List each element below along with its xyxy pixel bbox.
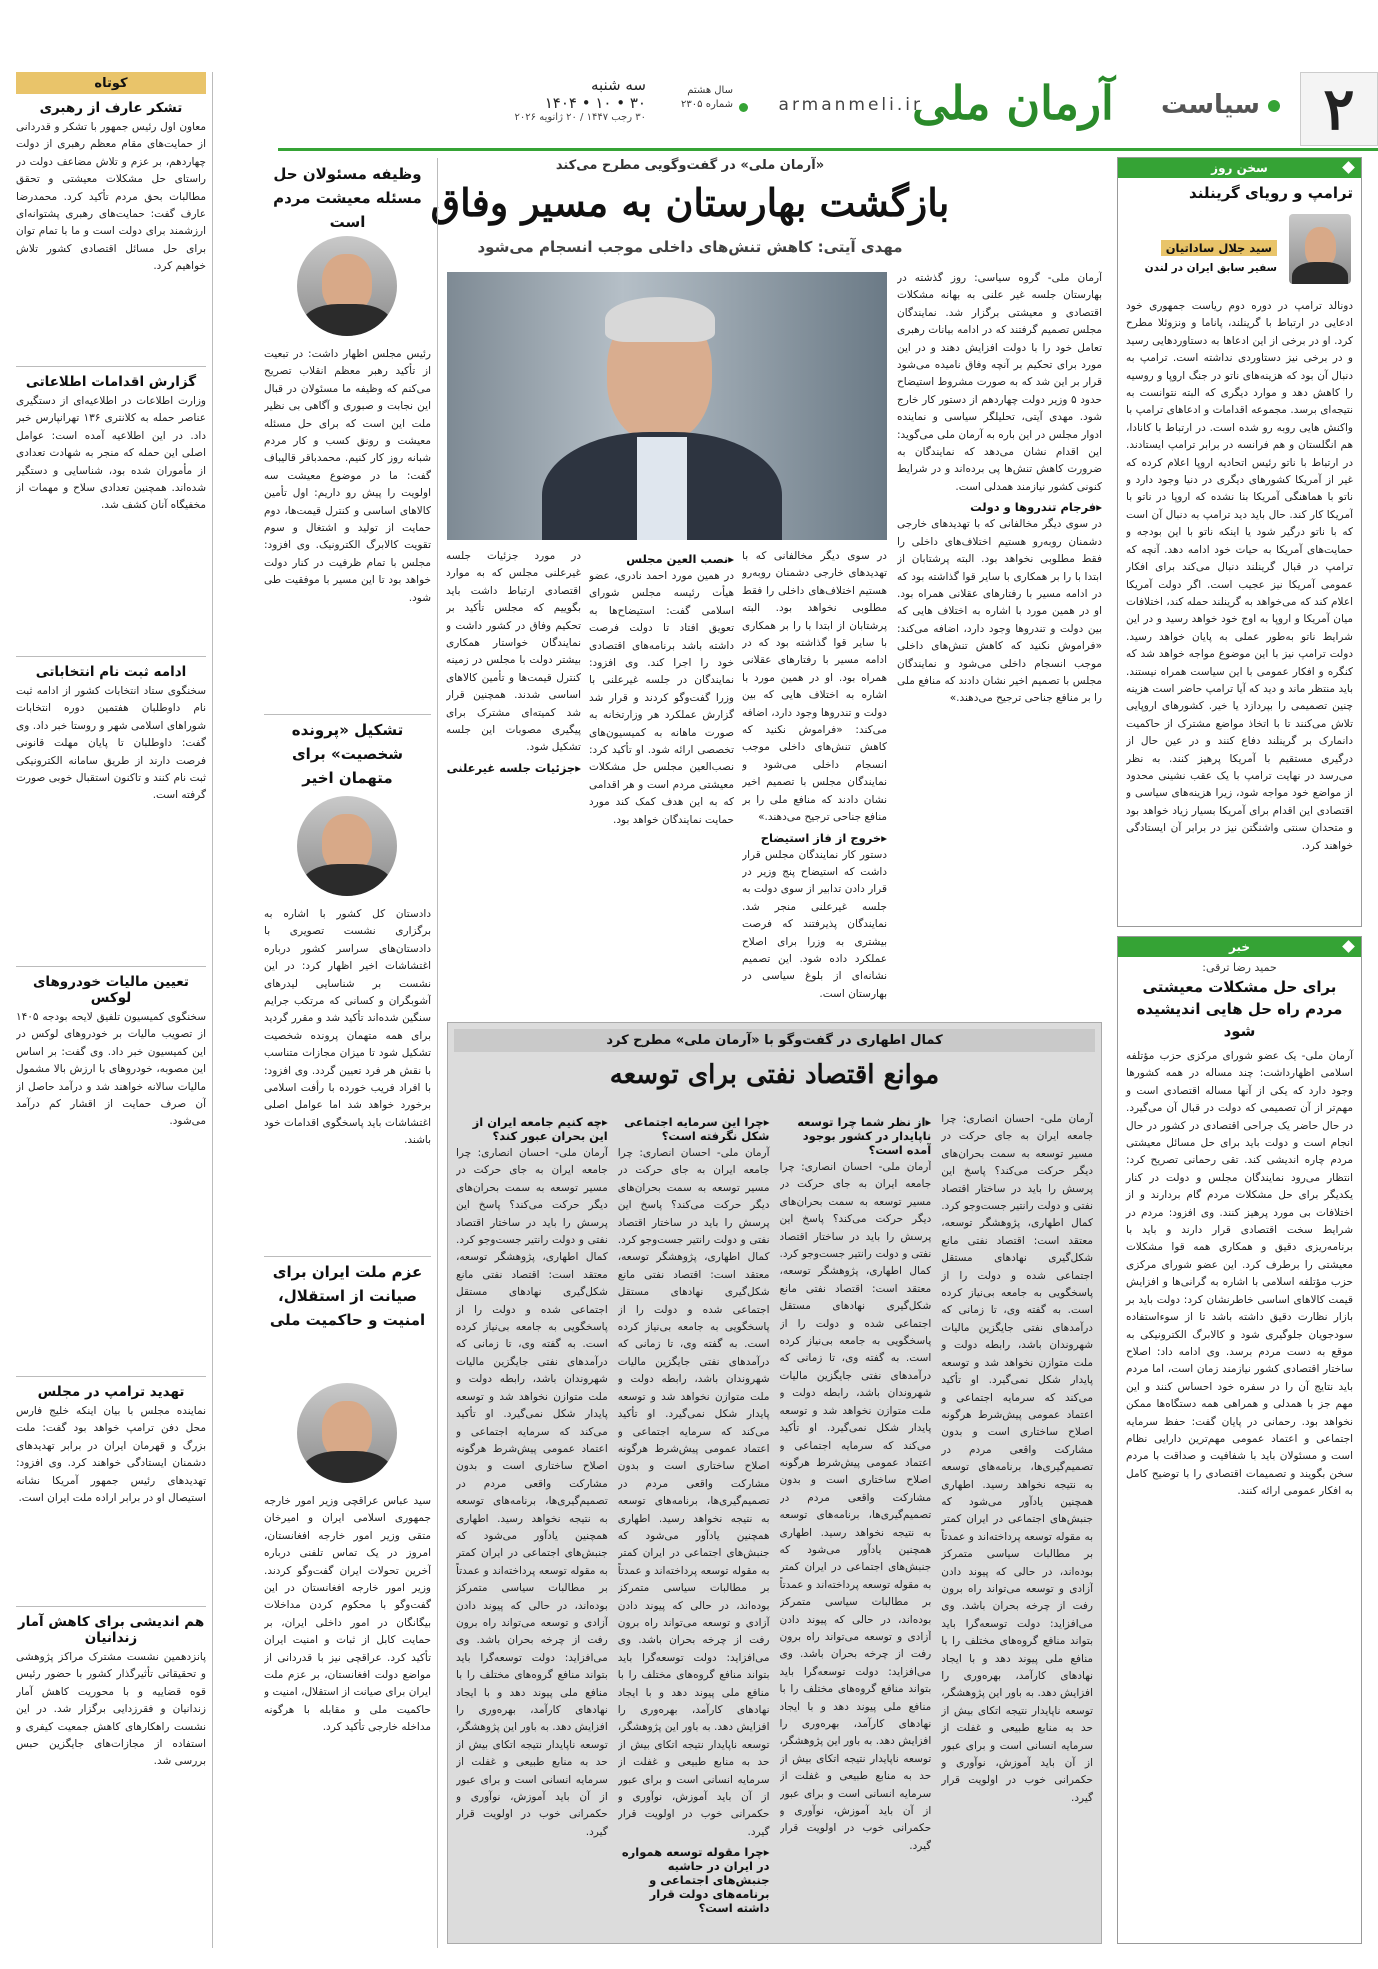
site-url-text: armanmeli.ir [778,95,923,115]
lead-col3-text: در همین مورد احمد نادری، عضو هیأت رئیسه مجلس شورای اسلامی گفت: استیضاح‌ها به تعویق افتاد تا دولت فرصت داشته باشد برنامه‌های اقتصادی خود را اجرا کند. وی افزود: نمایندگان در جلسه غیرعلنی با وزرا گفت‌وگو کردند و قرار شد گزارش عملکرد هر وزارتخانه به صورت ماهانه به کمیسیون‌های تخصصی ارائه شود. او تأکید کرد: نصب‌العین مجلس حل مشکلات معیشتی مردم است و هر اقدامی که به این هدف کمک کند مورد حمایت نمایندگان خواهد بود. [589,570,734,826]
lead-col2b: دستور کار نمایندگان مجلس قرار داشت که استیضاح پنج وزیر در قرار دادن تدابیر از سوی دولت به جلسه غیرعلنی منجر شد. نمایندگان پذیرفتند که فرصت بیشتری به وزرا برای اصلاح عملکرد داده شود. این تصمیم نشانه‌ای از بلوغ سیاسی در بهارستان است. [742,848,887,1000]
middle-left-column [258,158,438,1948]
interview-body-1: آرمان ملی- احسان انصاری: چرا جامعه ایران به جای حرکت در مسیر توسعه به سمت بحران‌های دیگر حرکت می‌کند؟ پاسخ این پرسش را باید در ساختار اقتصاد نفتی و دولت رانتیر جست‌وجو کرد. کمال اطهاری، پژوهشگر توسعه، معتقد است: اقتصاد نفتی مانع شکل‌گیری نهادهای مستقل اجتماعی شده و دولت را از پاسخگویی به جامعه بی‌نیاز کرده است. به گفته وی، تا زمانی که درآمدهای نفتی جایگزین مالیات شهروندان باشد، رابطه دولت و ملت متوازن نخواهد شد و توسعه پایدار شکل نمی‌گیرد. او تأکید می‌کند که سرمایه اجتماعی و اعتماد عمومی پیش‌شرط هرگونه اصلاح ساختاری است و بدون مشارکت واقعی مردم در تصمیم‌گیری‌ها، برنامه‌های توسعه به نتیجه نخواهد رسید. اطهاری همچنین یادآور می‌شود که جنبش‌های اجتماعی در ایران کمتر به مقوله توسعه پرداخته‌اند و عمدتاً بر مطالبات سیاسی متمرکز بوده‌اند، در حالی که پیوند دادن آزادی و توسعه می‌تواند راه برون رفت از چرخه بحران باشد. وی می‌افزاید: دولت توسعه‌گرا باید بتواند منافع گروه‌های مختلف را با منافع ملی پیوند دهد و با ایجاد نهادهای کارآمد، بهره‌وری را افزایش دهد. به باور این پژوهشگر، توسعه ناپایدار نتیجه اتکای بیش از حد به منابع طبیعی و غفلت از سرمایه انسانی است و برای عبور از آن باید آموزش، نوآوری و حکمرانی خوب در اولویت قرار گیرد. [941,1113,1093,1804]
interview-banner: کمال اطهاری در گفت‌وگو با «آرمان ملی» مطرح کرد [454,1029,1095,1052]
pourmohammadi-body: دادستان کل کشور با اشاره به برگزاری نشست تصویری با دادستان‌های سراسر کشور درباره اغتشاشات اخیر اظهار کرد: در این نشست بر شناسایی لیدرهای آشوبگران و کسانی که مرتکب جرایم سنگین شده‌اند تأکید شد و مقرر گردید برای همه متهمان پرونده شخصیت تشکیل شود تا میزان مجازات متناسب با نقش هر فرد تعیین گردد. وی افزود: با افراد فریب خورده با رأفت اسلامی برخورد خواهد شد اما عوامل اصلی اغتشاشات باید پاسخگوی اقدامات خود باشند. [264,908,431,1147]
year-label: سال هشتم [687,85,733,96]
sidebar-item [16,98,206,362]
sokhan-rooz-column [1117,157,1362,927]
lead-sub2: ▸ خروج از فاز استیضاح [742,831,887,845]
sidebar-item-title: ادامه ثبت نام انتخاباتی [35,664,187,680]
masthead-logo [903,72,1123,134]
sokhan-rooz-title: ترامپ و رویای گرینلند [1189,184,1353,202]
interview-title: موانع اقتصاد نفتی برای توسعه [609,1060,940,1090]
interview-body-3: آرمان ملی- احسان انصاری: چرا جامعه ایران به جای حرکت در مسیر توسعه به سمت بحران‌های دیگر حرکت می‌کند؟ پاسخ این پرسش را باید در ساختار اقتصاد نفتی و دولت رانتیر جست‌وجو کرد. کمال اطهاری، پژوهشگر توسعه، معتقد است: اقتصاد نفتی مانع شکل‌گیری نهادهای مستقل اجتماعی شده و دولت را از پاسخگویی به جامعه بی‌نیاز کرده است. به گفته وی، تا زمانی که درآمدهای نفتی جایگزین مالیات شهروندان باشد، رابطه دولت و ملت متوازن نخواهد شد و توسعه پایدار شکل نمی‌گیرد. او تأکید می‌کند که سرمایه اجتماعی و اعتماد عمومی پیش‌شرط هرگونه اصلاح ساختاری است و بدون مشارکت واقعی مردم در تصمیم‌گیری‌ها، برنامه‌های توسعه به نتیجه نخواهد رسید. اطهاری همچنین یادآور می‌شود که جنبش‌های اجتماعی در ایران کمتر به مقوله توسعه پرداخته‌اند و عمدتاً بر مطالبات سیاسی متمرکز بوده‌اند، در حالی که پیوند دادن آزادی و توسعه می‌تواند راه برون رفت از چرخه بحران باشد. وی می‌افزاید: دولت توسعه‌گرا باید بتواند منافع گروه‌های مختلف را با منافع ملی پیوند دهد و با ایجاد نهادهای کارآمد، بهره‌وری را افزایش دهد. به باور این پژوهشگر، توسعه ناپایدار نتیجه اتکای بیش از حد به منابع طبیعی و غفلت از سرمایه انسانی است و برای عبور از آن باید آموزش، نوآوری و حکمرانی خوب در اولویت قرار گیرد. [617,1147,770,1838]
sidebar-item-title: تعیین مالیات خودروهای لوکس [33,974,189,1006]
lead-kicker: «آرمان ملی» در گفت‌وگویی مطرح می‌کند [555,158,825,173]
sidebar-item-body: نماینده مجلس با بیان اینکه خلیج فارس محل دفن ترامپ خواهد بود گفت: ملت بزرگ و قهرمان ایران در برابر تهدیدهای دشمنان ایستادگی خواهند کرد. وی افزود: تهدیدهای رئیس جمهور آمریکا نشانه استیصال او در برابر اراده ملت ایران است. [16,1405,206,1505]
lead-sub4: ▸ جزئیات جلسه غیرعلنی [446,761,581,775]
sidebar-rule [212,72,213,1948]
interview-body-4: آرمان ملی- احسان انصاری: چرا جامعه ایران به جای حرکت در مسیر توسعه به سمت بحران‌های دیگر حرکت می‌کند؟ پاسخ این پرسش را باید در ساختار اقتصاد نفتی و دولت رانتیر جست‌وجو کرد. کمال اطهاری، پژوهشگر توسعه، معتقد است: اقتصاد نفتی مانع شکل‌گیری نهادهای مستقل اجتماعی شده و دولت را از پاسخگویی به جامعه بی‌نیاز کرده است. به گفته وی، تا زمانی که درآمدهای نفتی جایگزین مالیات شهروندان باشد، رابطه دولت و ملت متوازن نخواهد شد و توسعه پایدار شکل نمی‌گیرد. او تأکید می‌کند که سرمایه اجتماعی و اعتماد عمومی پیش‌شرط هرگونه اصلاح ساختاری است و بدون مشارکت واقعی مردم در تصمیم‌گیری‌ها، برنامه‌های توسعه به نتیجه نخواهد رسید. اطهاری همچنین یادآور می‌شود که جنبش‌های اجتماعی در ایران کمتر به مقوله توسعه پرداخته‌اند و عمدتاً بر مطالبات سیاسی متمرکز بوده‌اند، در حالی که پیوند دادن آزادی و توسعه می‌تواند راه برون رفت از چرخه بحران باشد. وی می‌افزاید: دولت توسعه‌گرا باید بتواند منافع گروه‌های مختلف را با منافع ملی پیوند دهد و با ایجاد نهادهای کارآمد، بهره‌وری را افزایش دهد. به باور این پژوهشگر، توسعه ناپایدار نتیجه اتکای بیش از حد به منابع طبیعی و غفلت از سرمایه انسانی است و برای عبور از آن باید آموزش، نوآوری و حکمرانی خوب در اولویت قرار گیرد. [456,1147,608,1838]
qalibaf-title: وظیفه مسئولان حل مسئله معیشت مردم است [273,165,422,231]
khabar-lead: حمید رضا ترقی: [1202,961,1277,974]
date-other: ۳۰ رجب ۱۴۴۷ / ۲۰ ژانویه ۲۰۲۶ [514,112,646,123]
interview-body-2: آرمان ملی- احسان انصاری: چرا جامعه ایران به جای حرکت در مسیر توسعه به سمت بحران‌های دیگر حرکت می‌کند؟ پاسخ این پرسش را باید در ساختار اقتصاد نفتی و دولت رانتیر جست‌وجو کرد. کمال اطهاری، پژوهشگر توسعه، معتقد است: اقتصاد نفتی مانع شکل‌گیری نهادهای مستقل اجتماعی شده و دولت را از پاسخگویی به جامعه بی‌نیاز کرده است. به گفته وی، تا زمانی که درآمدهای نفتی جایگزین مالیات شهروندان باشد، رابطه دولت و ملت متوازن نخواهد شد و توسعه پایدار شکل نمی‌گیرد. او تأکید می‌کند که سرمایه اجتماعی و اعتماد عمومی پیش‌شرط هرگونه اصلاح ساختاری است و بدون مشارکت واقعی مردم در تصمیم‌گیری‌ها، برنامه‌های توسعه به نتیجه نخواهد رسید. اطهاری همچنین یادآور می‌شود که جنبش‌های اجتماعی در ایران کمتر به مقوله توسعه پرداخته‌اند و عمدتاً بر مطالبات سیاسی متمرکز بوده‌اند، در حالی که پیوند دادن آزادی و توسعه می‌تواند راه برون رفت از چرخه بحران باشد. وی می‌افزاید: دولت توسعه‌گرا باید بتواند منافع گروه‌های مختلف را با منافع ملی پیوند دهد و با ایجاد نهادهای کارآمد، بهره‌وری را افزایش دهد. به باور این پژوهشگر، توسعه ناپایدار نتیجه اتکای بیش از حد به منابع طبیعی و غفلت از سرمایه انسانی است و برای عبور از آن باید آموزش، نوآوری و حکمرانی خوب در اولویت قرار گیرد. [779,1161,932,1852]
divider [16,966,206,967]
araghchi-title: عزم ملت ایران برای صیانت از استقلال، امنیت و حاکمیت ملی [269,1263,426,1329]
khabar-header [1118,937,1361,957]
lead-subtitle: مهدی آیتی: کاهش تنش‌های داخلی موجب انسجام می‌شود [477,238,903,256]
interview-col-2 [780,1111,932,1935]
sidebar-header-text: کوتاه [94,75,128,91]
interview-columns [456,1111,1093,1935]
section-dot [1268,100,1280,112]
sidebar-item-body: پانزدهمین نشست مشترک مراکز پژوهشی و تحقیقاتی تأثیرگذار کشور با حضور رئیس قوه قضاییه و با محوریت کاهش آمار زندانیان و فقرزدایی برگزار شد. در این نشست راهکارهای کاهش جمعیت کیفری و استفاده از مجازات‌های جایگزین حبس بررسی شد. [16,1651,206,1768]
interview-col-1 [941,1111,1093,1935]
khabar-column [1117,936,1362,1944]
author-role: سفیر سابق ایران در لندن [1144,262,1277,274]
lead-photo [447,272,887,540]
lead-title: بازگشت بهارستان به مسیر وفاق [430,180,950,225]
divider [16,656,206,657]
interview-sub3: ▸ چرا مقوله توسعه همواره در ایران در حاشیه جنبش‌های اجتماعی و برنامه‌های دولت قرار داشته است؟ [618,1845,770,1915]
interview-col-3 [618,1111,770,1935]
khabar-title: برای حل مشکلات معیشتی مردم راه حل هایی اندیشیده شود [1136,978,1343,1040]
lead-intro-column [897,270,1102,1015]
date-box [396,72,656,134]
author-photo [1289,214,1351,284]
site-url[interactable] [779,95,923,115]
lead-col4 [446,548,581,1013]
sidebar-item [16,1612,206,1947]
sidebar-item-title: تشکر عارف از رهبری [39,100,183,116]
sidebar-item-body: معاون اول رئیس جمهور با تشکر و قدردانی از حمایت‌های مقام معظم رهبری از دولت چهاردهم، بر عزم و تلاش مضاعف دولت در راستای حل مشکلات معیشتی و تحقق مطالبات بحق مردم تأکید کرد. محمدرضا عارف گفت: حمایت‌های رهبری پشتوانه‌ای ارزشمند برای دولت است و ما با تمام توان برای حل مسائل اقتصادی کشور تلاش خواهیم کرد. [16,121,206,273]
sidebar-header [16,72,206,94]
divider [16,1606,206,1607]
sidebar-item-title: گزارش اقدامات اطلاعاتی [25,374,197,390]
sidebar-item-body: سخنگوی ستاد انتخابات کشور از ادامه ثبت نام داوطلبان هفتمین دوره انتخابات شوراهای اسلامی شهر و روستا خبر داد. وی گفت: داوطلبان تا پایان مهلت قانونی فرصت دارند از طریق سامانه الکترونیکی ثبت نام کنند و تاکنون استقبال خوبی صورت گرفته است. [16,685,206,802]
divider [264,714,431,715]
sidebar-item-body: وزارت اطلاعات در اطلاعیه‌ای از دستگیری عناصر حمله به کلانتری ۱۳۶ تهرانپارس خبر داد. در این اطلاعیه آمده است: عوامل اصلی این حمله که منجر به شهادت تعدادی از مأموران شده بود، شناسایی و دستگیر شده‌اند. همچنین تعدادی سلاح و مهمات از مخفیگاه آنان کشف شد. [16,395,206,512]
section-label: سیاست [1160,90,1260,120]
qalibaf-body: رئیس مجلس اظهار داشت: در تبعیت از تأکید رهبر معظم انقلاب تصریح می‌کنم که وظیفه ما مسئولان در قبال این نجابت و صبوری و آگاهی بی نظیر ملت این است که برای حل مسئله معیشت و رونق کسب و کار مردم شبانه روز کار کنیم. محمدباقر قالیباف گفت: ما در موضوع معیشت سه اولویت را پیش رو داریم: اول تأمین کالاهای اساسی و کنترل قیمت‌ها، دوم حمایت از تولید و اشتغال و سوم تقویت کالابرگ الکترونیک. وی افزود: مجلس با تمام ظرفیت در کنار دولت خواهد بود تا این مسیر با موفقیت طی شود. [264,348,431,604]
diamond-icon [1342,161,1355,174]
interview-sub4: ▸ از نظر شما چرا توسعه ناپایدار در کشور بوجود آمده است؟ [780,1115,932,1157]
sidebar-item-title: هم اندیشی برای کاهش آمار زندانیان [17,1614,205,1646]
sidebar [16,72,206,1948]
lead-col2-text: در سوی دیگر مخالفانی که با تهدیدهای خارجی دشمنان روبه‌رو هستیم اختلاف‌های داخلی را فقط مطلوبی نخواهد بود. البته پرشتابان از ابتدا با را بر همکاری با سایر قوا گذاشته بود که در ادامه مسیر با رفتارهای عقلانی همراه بود. او در همین مورد با اشاره به اختلاف هایی که بین دولت و تندروها وجود دارد، اضافه می‌کند: «فراموش نکنید که کاهش تنش‌های داخلی موجب انسجام داخلی می‌شود و نمایندگان مجلس با تصمیم اخیر نشان دادند که منافع ملی را بر منافع جناحی ترجیح می‌دهند.» [742,550,887,824]
divider [16,1376,206,1377]
araghchi-body: سید عباس عراقچی وزیر امور خارجه جمهوری اسلامی ایران و امیرخان متقی وزیر امور خارجه افغانستان، امروز در یک تماس تلفنی درباره آخرین تحولات ایران گفت‌وگو کردند. وزیر امور خارجه افغانستان در این گفت‌وگو با محکوم کردن مداخلات بیگانگان در امور داخلی ایران، بر حمایت کابل از ثبات و امنیت ایران تأکید کرد. عراقچی نیز با قدردانی از مواضع دولت افغانستان، بر عزم ملت ایران برای صیانت از استقلال، امنیت و حاکمیت ملی و مقابله با هرگونه مداخله خارجی تأکید کرد. [264,1495,431,1734]
date-fa: ۳۰ • ۱۰ • ۱۴۰۴ [544,94,646,112]
photo-subject-shirt [637,437,687,540]
issue-label: شماره ۲۳۰۵ [681,99,733,110]
pourmohammadi-photo [297,796,397,896]
weekday: سه شنبه [590,76,646,94]
pourmohammadi-title: تشکیل «پرونده شخصیت» برای متهمان اخیر [291,721,404,787]
page-number: ۲ [1323,75,1355,143]
interview-box [447,1022,1102,1944]
qalibaf-photo [297,236,397,336]
diamond-icon [1342,940,1355,953]
issue-info [681,84,733,112]
sidebar-item [16,972,206,1372]
khabar-kicker: خبر [1229,940,1251,954]
sokhan-rooz-body: دونالد ترامپ در دوره دوم ریاست جمهوری خود ادعایی در ارتباط با گرینلند، پاناما و ونزوئلا مطرح کرد. او در برخی از این ادعاها به دستاوردهایی رسید و در برخی نیز دستاوردی نداشته است. ترامپ به دنبال آن بود که هزینه‌های ناتو در جنگ اروپا و روسیه را کاهش دهد و موارد دیگری که البته نتوانست به نتیجه‌ای برسد. مجموعه اقدامات و ادعاهای ترامپ با واکنش هایی روبه رو شده است. در ارتباط با کانادا، هم انگلستان و هم فرانسه در برابر ترامپ ایستادند. در ارتباط با ناتو رئیس اتحادیه اروپا اعلام کرده که غیر از آمریکا کشورهای دیگری در دنیا وجود دارد و ناتو با هماهنگی آمریکا بنا نشده که اروپا در ناتو با آمریکا کار کند. حال باید دید ترامپ به دنبال آن است که با ناتو درگیر شود یا اینکه ناتو با این بودجه و حمایت‌های آمریکا به حیات خود ادامه دهد. آنچه که ترامپ در قبال گرینلند دنبال می‌کند برای افکار عمومی آمریکا نیز عجیب است. اگر دولت آمریکا اعلام کند که می‌خواهد به گرینلند حمله کند، اختلافات میان آمریکا و اروپا به اوج خود خواهد رسید و در این شرایط ناتو به‌طور عملی به پایان خواهد رسید. دولت ترامپ نیز با این موضوع مواجه خواهد شد که کنگره و افکار عمومی با این سیاست همراه نیستند. باید منتظر ماند و دید که آیا ترامپ حاضر است هزینه چنین تصمیمی را بپردازد یا خیر. کشورهای اروپایی تلاش می‌کنند تا با اتخاذ مواضع مشترک از حاکمیت دانمارک بر گرینلند دفاع کنند و در عین حال از درگیری مستقیم با آمریکا پرهیز کنند. به نظر می‌رسد در نهایت ترامپ با یک عقب نشینی محدود از مواضع خود مواجه شود، زیرا هزینه‌های سیاسی و اقتصادی این اقدام برای آمریکا بسیار زیاد خواهد بود و متحدان سنتی واشنگتن نیز در برابر آن ایستادگی خواهند کرد. [1126,300,1353,852]
sidebar-item [16,372,206,652]
site-dot [739,103,748,112]
lead-col3 [589,548,734,1013]
khabar-body: آرمان ملی- یک عضو شورای مرکزی حزب مؤتلفه اسلامی اظهارداشت: چند مساله در همه کشورها وجود دارد که یکی از آنها مساله اقتصادی است و مهم‌تر از آن تصمیمی که دولت در قبال آن می‌گیرد. در حال حاضر یک جراحی اقتصادی در کشور در حال انجام است و دولت باید برای حل مسائل معیشتی مردم چاره اندیشی کند. تقی رحمانی تصریح کرد: انتظار می‌رود نمایندگان مجلس و دولت در کنار یکدیگر برای حل مشکلات مردم گام بردارند و از اختلافات بی مورد پرهیز کنند. وی افزود: مردم در شرایط سخت اقتصادی قرار دارند و باید با برنامه‌ریزی دقیق و همکاری همه قوا مشکلات معیشتی را برطرف کرد. این عضو شورای مرکزی حزب مؤتلفه اسلامی با اشاره به گرانی‌ها و افزایش قیمت کالاهای اساسی خاطرنشان کرد: دولت باید بر بازار نظارت دقیق داشته باشد تا از سوءاستفاده سودجویان جلوگیری شود و کالابرگ الکترونیکی به موقع به دست مردم برسد. وی ادامه داد: اصلاح ساختار اقتصادی کشور نیازمند زمان است، اما مردم باید نتایج آن را در سفره خود احساس کنند و این مهم جز با همدلی و همراهی همه دستگاه‌ها ممکن نخواهد بود. رحمانی در پایان گفت: حفظ سرمایه اجتماعی و اعتماد عمومی مهم‌ترین دارایی نظام است و مسئولان باید با شفافیت و صداقت با مردم سخن بگویند و تصمیمات اقتصادی را با توضیح کامل به افکار عمومی ارائه کنند. [1126,1050,1353,1498]
lead-intro: آرمان ملی- گروه سیاسی: روز گذشته در بهارستان جلسه غیر علنی به بهانه مشکلات اقتصادی و معیشتی برگزار شد. نمایندگان مجلس تصمیم گرفتند که در ادامه بیانات رهبری تعامل خود را با دولت افزایش دهند و در این مورد برای تحکیم بر آنچه وفاق نامیده می‌شود قرار بر این شد که به صورت مشروط استیضاح حدود ۵ وزیر دولت چهاردهم از دستور کار خارج شود. مهدی آیتی، تحلیلگر سیاسی و نماینده ادوار مجلس در این باره به آرمان ملی می‌گوید: این اقدام نشان می‌دهد که نمایندگان به ضرورت کاهش تنش‌ها پی برده‌اند و در شرایط کنونی کشور نیازمند همدلی است. [897,272,1102,493]
lead-sub1: ▸ فرجام تندروها و دولت [897,500,1102,514]
interview-col-4 [456,1111,608,1935]
sidebar-item-body: سخنگوی کمیسیون تلفیق لایحه بودجه ۱۴۰۵ از تصویب مالیات بر خودروهای لوکس در این کمیسیون خبر داد. وی گفت: بر اساس این مصوبه، خودروهای با ارزش بالا مشمول مالیات سالانه خواهند شد و درآمد حاصل از آن صرف حمایت از اقشار کم درآمد می‌شود. [16,1011,206,1128]
araghchi-photo [297,1383,397,1483]
masthead-rule [278,148,1378,151]
divider [264,1256,431,1257]
photo-subject-hair [605,297,715,342]
lead-sub3: ▸ نصب العین مجلس [589,552,734,566]
lead-col3b-text: در مورد جزئیات جلسه غیرعلنی مجلس که به موارد اقتصادی ارتباط داشت باید بگوییم که مجلس تأکید بر تحکیم وفاق در کشور داشت و نمایندگان خواستار همکاری بیشتر دولت با مجلس در زمینه کنترل قیمت‌ها و تأمین کالاهای اساسی شدند. همچنین قرار شد کمیته‌ای مشترک برای پیگیری مصوبات این جلسه تشکیل شود. [446,550,581,754]
sokhan-rooz-kicker: سخن روز [1211,161,1268,175]
sidebar-item-title: تهدید ترامپ در مجلس [37,1384,185,1400]
divider [16,366,206,367]
lead-col2 [742,548,887,1013]
sokhan-rooz-header [1118,158,1361,178]
interview-sub2: ▸ چرا این سرمایه اجتماعی شکل نگرفته است؟ [618,1115,770,1143]
logo-text: آرمان ملی [912,76,1114,130]
interview-sub1: ▸ چه کنیم جامعه ایران از این بحران عبور کند؟ [456,1115,608,1143]
lead-col2-continued: در سوی دیگر مخالفانی که با تهدیدهای خارجی دشمنان روبه‌رو هستیم اختلاف‌های داخلی را فقط مطلوبی نخواهد بود. البته پرشتابان از ابتدا با را بر همکاری با سایر قوا گذاشته بود که در ادامه مسیر با رفتارهای عقلانی همراه بود. او در همین مورد با اشاره به اختلاف هایی که بین دولت و تندروها وجود دارد، اضافه می‌کند: «فراموش نکنید که کاهش تنش‌های داخلی موجب انسجام داخلی می‌شود و نمایندگان مجلس با تصمیم اخیر نشان دادند که منافع ملی را بر منافع جناحی ترجیح می‌دهند.» [897,518,1102,705]
page-number-badge [1300,72,1378,146]
sidebar-item [16,1382,206,1602]
sidebar-item [16,662,206,962]
author-name: سید جلال ساداتیان [1161,240,1277,256]
